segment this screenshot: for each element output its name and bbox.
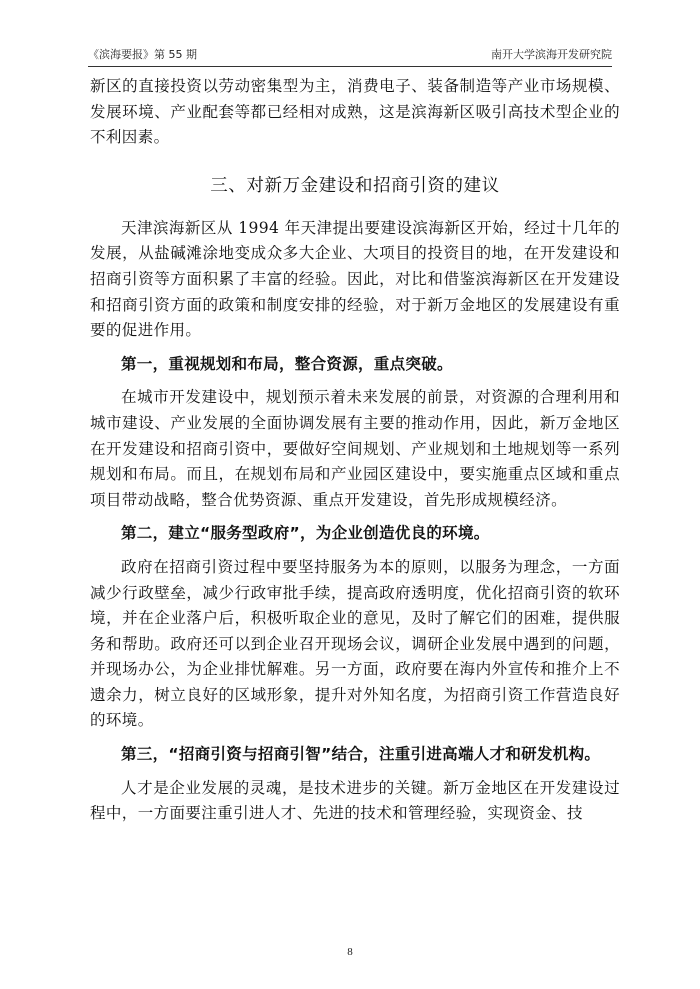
running-header xyxy=(88,40,612,67)
intro-paragraph: 天津滨海新区从 1994 年天津提出要建设滨海新区开始，经过十几年的发展，从盐碱滩涂地变成众多大企业、大项目的投资目的地，在开发建设和招商引资等方面积累了丰富的经验。因此，对比和借鉴滨海新区在开发建设和招商引资方面的政策和制度安排的经验，对于新万金地区的发展建设有重要的促进作用。 xyxy=(90,218,620,340)
point-1-heading: 第一，重视规划和布局，整合资源，重点突破。 xyxy=(121,354,453,373)
point-2-heading: 第二，建立“服务型政府”，为企业创造优良的环境。 xyxy=(121,524,490,543)
page-number: 8 xyxy=(347,946,353,958)
header-publication-title: 《滨海要报》第 55 期 xyxy=(88,48,197,61)
continuation-paragraph: 新区的直接投资以劳动密集型为主，消费电子、装备制造等产业市场规模、发展环境、产业配套等都已经相对成熟，这是滨海新区吸引高技术型企业的不利因素。 xyxy=(90,77,620,147)
point-3-heading: 第三，“招商引资与招商引智”结合，注重引进高端人才和研发机构。 xyxy=(121,745,601,764)
header-institution-name: 南开大学滨海开发研究院 xyxy=(491,48,612,61)
body-text xyxy=(90,74,620,827)
point-3-paragraph: 人才是企业发展的灵魂，是技术进步的关键。新万金地区在开发建设过程中，一方面要注重引进人才、先进的技术和管理经验，实现资金、技 xyxy=(90,778,620,823)
section-title: 三、对新万金建设和招商引资的建议 xyxy=(210,175,500,196)
point-2-paragraph: 政府在招商引资过程中要坚持服务为本的原则，以服务为理念，一方面减少行政壁垒，减少行政审批手续，提高政府透明度，优化招商引资的软环境，并在企业落户后，积极听取企业的意见，及时了解它们的困难，提供服务和帮助。政府还可以到企业召开现场会议，调研企业发展中遇到的问题，并现场办公，为企业排忧解难。另一方面，政府要在海内外宣传和推介上不遗余力，树立良好的区域形象，提升对外知名度，为招商引资工作营造良好的环境。 xyxy=(90,557,620,730)
point-1-paragraph: 在城市开发建设中，规划预示着未来发展的前景，对资源的合理利用和城市建设、产业发展的全面协调发展有主要的推动作用，因此，新万金地区在开发建设和招商引资中，要做好空间规划、产业规划和土地规划等一系列规划和布局。而且，在规划布局和产业园区建设中，要实施重点区域和重点项目带动战略，整合优势资源、重点开发建设，首先形成规模经济。 xyxy=(90,388,620,509)
